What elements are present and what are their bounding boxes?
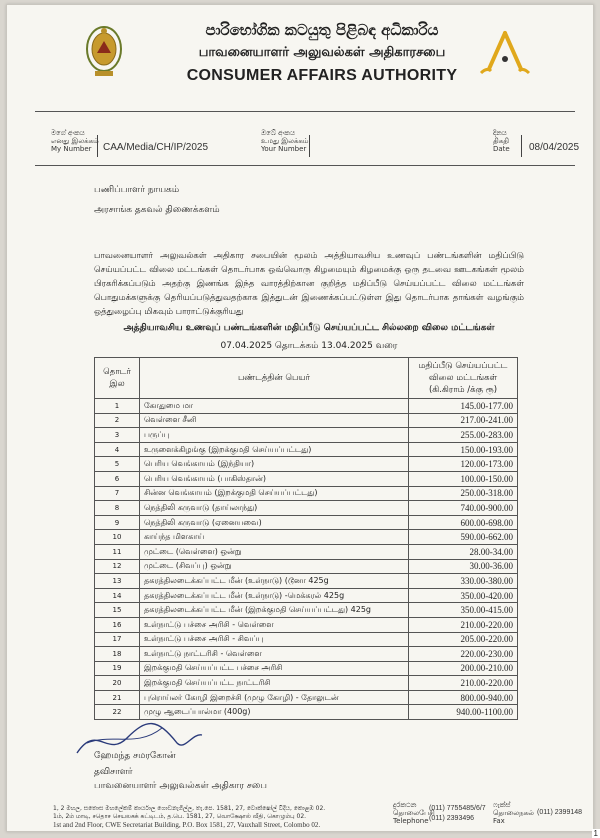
item-name: புரொய்லர் கோழி இறைச்சி (முழு கோழி) - தோலுடன் [140,690,409,705]
table-row [95,399,518,414]
table-row [95,588,518,603]
row-number: 1 [95,399,140,414]
table-row [95,617,518,632]
date-label: දිනය திகதி Date [493,129,510,153]
price-range: 350.00-420.00 [409,588,518,603]
letter-page [6,4,594,832]
table-row [95,661,518,676]
table-row [95,530,518,545]
item-name: இறக்குமதி செய்யப்பட்ட பச்சை அரிசி [140,661,409,676]
item-name: இறக்குமதி செய்யப்பட்ட நாட்டரிசி [140,676,409,691]
my-number-value: CAA/Media/CH/IP/2025 [103,142,209,153]
item-name: நெத்திலி கருவாடு (ஏனையவை) [140,515,409,530]
price-range: 145.00-177.00 [409,399,518,414]
price-range: 940.00-1100.00 [409,705,518,720]
row-number: 21 [95,690,140,705]
price-range: 205.00-220.00 [409,632,518,647]
footer-address-sinhala: 1, 2 මහල, සතොස මහලේකම් කාර්යාල ගොඩනැගිල්ල, තැ.පෙ. 1581, 27, වොක්ෂෝල් වීදිය, කොළඹ 02. [53,805,326,812]
price-range: 28.00-34.00 [409,544,518,559]
item-name: முட்டை (வெள்ளை) ஒன்று [140,544,409,559]
price-range: 590.00-662.00 [409,530,518,545]
price-range: 330.00-380.00 [409,574,518,589]
row-number: 13 [95,574,140,589]
org-name-tamil: பாவனையாளர் அலுவல்கள் அதிகாரசபை [198,45,446,60]
row-number: 5 [95,457,140,472]
row-number: 18 [95,647,140,662]
table-row [95,501,518,516]
my-number-label: මගේ අංකය எனது இலக்கம் My Number [51,129,99,153]
row-number: 11 [95,544,140,559]
addressee-department: அரசாங்க தகவல் திணைக்களம் [94,205,220,215]
table-row [95,471,518,486]
row-number: 15 [95,603,140,618]
table-row [95,574,518,589]
table-header-row [95,358,518,399]
table-row [95,603,518,618]
item-name: வெள்ளை சீனி [140,413,409,428]
table-row [95,442,518,457]
row-number: 10 [95,530,140,545]
item-name: நெத்திலி கருவாடு (தாய்லாந்து) [140,501,409,516]
table-row [95,647,518,662]
row-number: 17 [95,632,140,647]
row-number: 2 [95,413,140,428]
phone-number-2: (011) 2393496 [429,815,475,822]
item-name: தகரத்திலடைக்கப்பட்ட மீன் (இறக்குமதி செய்யப்பட்டது) 425g [140,603,409,618]
fax-label: ෆැක්ස් தொலைநகல் Fax [493,801,534,825]
item-name: காய்ந்த மிளகாய் [140,530,409,545]
row-number: 6 [95,471,140,486]
price-range: 600.00-698.00 [409,515,518,530]
table-row [95,676,518,691]
caa-logo-icon [477,29,533,79]
table-subtitle: 07.04.2025 தொடக்கம் 13.04.2025 வரை [220,341,398,351]
table-title: அத்தியாவசிய உணவுப் பண்டங்களின் மதிப்பீடு செய்யப்பட்ட சில்லறை விலை மட்டங்கள் [123,323,495,333]
table-row [95,690,518,705]
price-range: 217.00-241.00 [409,413,518,428]
fax-number: (011) 2399148 [537,809,583,816]
table-row [95,428,518,443]
signatory-org: பாவனையாளர் அலுவல்கள் அதிகார சபை [94,781,267,791]
price-range: 220.00-230.00 [409,647,518,662]
item-name: தகரத்திலடைக்கப்பட்ட மீன் (உள்நாடு) -மெக்கரல் 425g [140,588,409,603]
footer-address-tamil: 1ம், 2ம் மாடி, சதொச செயலகக் கட்டிடம், த.பெ. 1581, 27, வொக்ஷோல் வீதி, கொழும்பு 02. [53,813,307,820]
row-number: 19 [95,661,140,676]
header-rule [35,111,575,112]
price-range: 30.00-36.00 [409,559,518,574]
row-number: 20 [95,676,140,691]
table-row [95,632,518,647]
column-header-item: பண்டத்தின் பெயர் [140,358,409,399]
price-range: 120.00-173.00 [409,457,518,472]
addressee-title: பணிப்பாளர் நாயகம் [94,185,180,195]
row-number: 16 [95,617,140,632]
item-name: உருளைக்கிழங்கு (இறக்குமதி செய்யப்பட்டது) [140,442,409,457]
ref-divider [97,135,98,157]
table-row [95,515,518,530]
your-number-label: ඔබේ අංකය உமது இலக்கம் Your Number [261,129,309,153]
row-number: 22 [95,705,140,720]
price-range: 210.00-220.00 [409,617,518,632]
item-name: பெரிய வெங்காயம் (பாகிஸ்தான்) [140,471,409,486]
item-name: தகரத்திலடைக்கப்பட்ட மீன் (உள்நாடு) (டூனா 425g [140,574,409,589]
price-range: 150.00-193.00 [409,442,518,457]
item-name: முழு ஆடைப்பால்மா (400g) [140,705,409,720]
price-range: 210.00-220.00 [409,676,518,691]
footer-address-english: 1st and 2nd Floor, CWE Secretariat Building, P.O. Box 1581, 27, Vauxhall Street, Colombo 02. [53,821,321,829]
price-range: 255.00-283.00 [409,428,518,443]
price-range: 200.00-210.00 [409,661,518,676]
phone-label: දුරකථන தொலைபேசி Telephone [393,801,435,825]
corner-page-mark: 1 [593,829,598,838]
ref-divider [521,135,522,157]
table-row [95,457,518,472]
column-header-no: தொடர் இல [95,358,140,399]
table-row [95,559,518,574]
item-name: கோதுமை மா [140,399,409,414]
signatory-name: ஹேமந்த சமரகோன் [94,751,176,761]
item-name: பெரிய வெங்காயம் (இந்தியா) [140,457,409,472]
price-range: 740.00-900.00 [409,501,518,516]
row-number: 7 [95,486,140,501]
reference-rule [35,165,575,166]
item-name: பருப்பு [140,428,409,443]
ref-divider [309,135,310,157]
price-range: 250.00-318.00 [409,486,518,501]
item-name: முட்டை (சிவப்பு) ஒன்று [140,559,409,574]
row-number: 14 [95,588,140,603]
price-range: 100.00-150.00 [409,471,518,486]
row-number: 4 [95,442,140,457]
row-number: 8 [95,501,140,516]
item-name: உள்நாட்டு பச்சை அரிசி - சிவப்பு [140,632,409,647]
item-name: உள்நாட்டு நாட்டரிசி - வெள்ளை [140,647,409,662]
date-value: 08/04/2025 [529,142,580,153]
row-number: 3 [95,428,140,443]
table-row [95,413,518,428]
sri-lanka-emblem-icon [85,23,123,79]
price-range: 800.00-940.00 [409,690,518,705]
org-name-sinhala: පාරිභෝගික කටයුතු පිළිබඳ අධිකාරිය [205,21,439,39]
price-table [94,357,518,720]
price-range: 350.00-415.00 [409,603,518,618]
table-row [95,544,518,559]
org-name-english: CONSUMER AFFAIRS AUTHORITY [186,67,458,84]
item-name: உள்நாட்டு பச்சை அரிசி - வெள்ளை [140,617,409,632]
signatory-title: தவிசாளர் [94,767,133,777]
item-name: சின்ன வெங்காயம் (இறக்குமதி செய்யப்பட்டது) [140,486,409,501]
row-number: 12 [95,559,140,574]
row-number: 9 [95,515,140,530]
body-paragraph: பாவனையாளர் அலுவல்கள் அதிகார சபையின் மூலம் அத்தியாவசிய உணவுப் பண்டங்களின் மதிப்பிடு செய்யப்பட்ட விலை மட்டங்கள் தொடர்பாக ஒவ்வொரு கிழமையும் கிழமைக்கு ஒரு தடவை ஊடகங்கள் மூலம் பிரகரிக்கப்படும் அதற்கு இணங்க இந்த வாரத்திற்கான குறித்த மதிப்பீடு செய்யப்பட்ட விலை மட்டங்கள் பொதுமக்களுக்கு தெரியப்படுத்துவதற்காக இத்துடன் இணைக்கப்பட்டுள்ள இது தொடர்பாக தாங்கள் வழங்கும் ஒத்துழைப்பு மிகவும் பாராட்டுக்குரியது [94,251,524,317]
phone-number-1: (011) 7755485/6/7 [429,805,486,812]
column-header-price: மதிப்பீடு செய்யப்பட்ட விலை மட்டங்கள் (கி.கிராம் /க்கு ரூ) [409,358,518,399]
table-row [95,486,518,501]
